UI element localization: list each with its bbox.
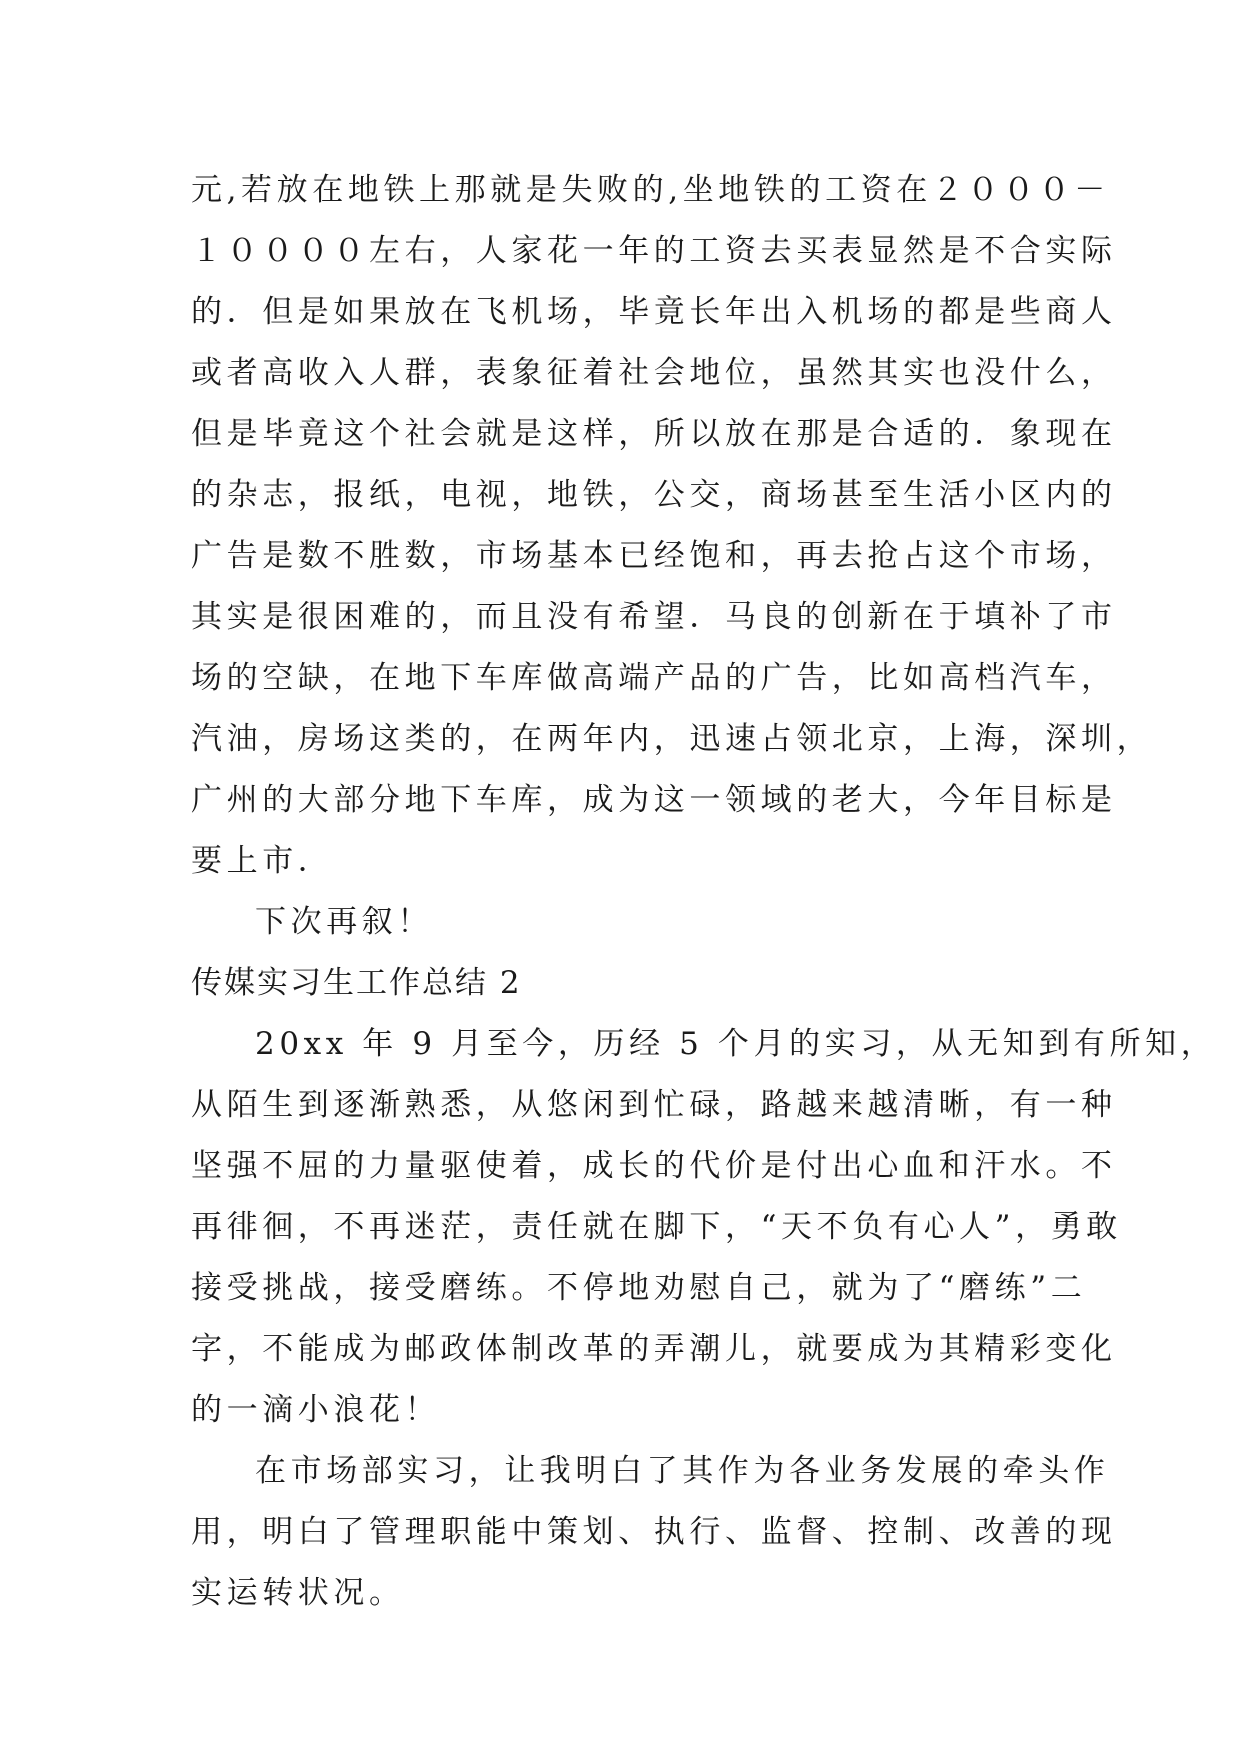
paragraph-line: 汽油，房场这类的，在两年内，迅速占领北京，上海，深圳， bbox=[191, 721, 1153, 757]
paragraph-line: １００００左右，人家花一年的工资去买表显然是不合实际 bbox=[191, 233, 1117, 269]
paragraph-line: 元,若放在地铁上那就是失败的,坐地铁的工资在２０００－ bbox=[191, 172, 1110, 208]
paragraph-line: 用，明白了管理职能中策划、执行、监督、控制、改善的现 bbox=[191, 1514, 1117, 1550]
paragraph-line: 但是毕竟这个社会就是这样，所以放在那是合适的．象现在 bbox=[191, 416, 1117, 452]
section-title: 传媒实习生工作总结 2 bbox=[191, 965, 522, 1001]
paragraph-line: 从陌生到逐渐熟悉，从悠闲到忙碌，路越来越清晰，有一种 bbox=[191, 1087, 1117, 1123]
paragraph-line: 20xx 年 9 月至今，历经 5 个月的实习，从无知到有所知， bbox=[255, 1026, 1217, 1062]
paragraph-line: 广告是数不胜数，市场基本已经饱和，再去抢占这个市场， bbox=[191, 538, 1117, 574]
paragraph-line: 在市场部实习，让我明白了其作为各业务发展的牵头作 bbox=[255, 1453, 1110, 1489]
paragraph-line: 广州的大部分地下车库，成为这一领域的老大，今年目标是 bbox=[191, 782, 1117, 818]
paragraph-line: 实运转状况。 bbox=[191, 1575, 405, 1611]
paragraph-line: 要上市． bbox=[191, 843, 334, 879]
paragraph-line: 再徘徊，不再迷茫，责任就在脚下，“天不负有心人”，勇敢 bbox=[191, 1209, 1122, 1245]
paragraph-line: 的一滴小浪花！ bbox=[191, 1392, 441, 1428]
paragraph-line: 的．但是如果放在飞机场，毕竟长年出入机场的都是些商人 bbox=[191, 294, 1117, 330]
document-body bbox=[191, 160, 1217, 1624]
paragraph-line: 或者高收入人群，表象征着社会地位，虽然其实也没什么， bbox=[191, 355, 1117, 391]
closing-line: 下次再叙！ bbox=[255, 904, 433, 940]
paragraph-line: 场的空缺，在地下车库做高端产品的广告，比如高档汽车， bbox=[191, 660, 1117, 696]
paragraph-line: 的杂志，报纸，电视，地铁，公交，商场甚至生活小区内的 bbox=[191, 477, 1117, 513]
paragraph-line: 字，不能成为邮政体制改革的弄潮儿，就要成为其精彩变化 bbox=[191, 1331, 1117, 1367]
paragraph-line: 坚强不屈的力量驱使着，成长的代价是付出心血和汗水。不 bbox=[191, 1148, 1117, 1184]
paragraph-line: 接受挑战，接受磨练。不停地劝慰自己，就为了“磨练”二 bbox=[191, 1270, 1087, 1306]
paragraph-line: 其实是很困难的，而且没有希望．马良的创新在于填补了市 bbox=[191, 599, 1117, 635]
